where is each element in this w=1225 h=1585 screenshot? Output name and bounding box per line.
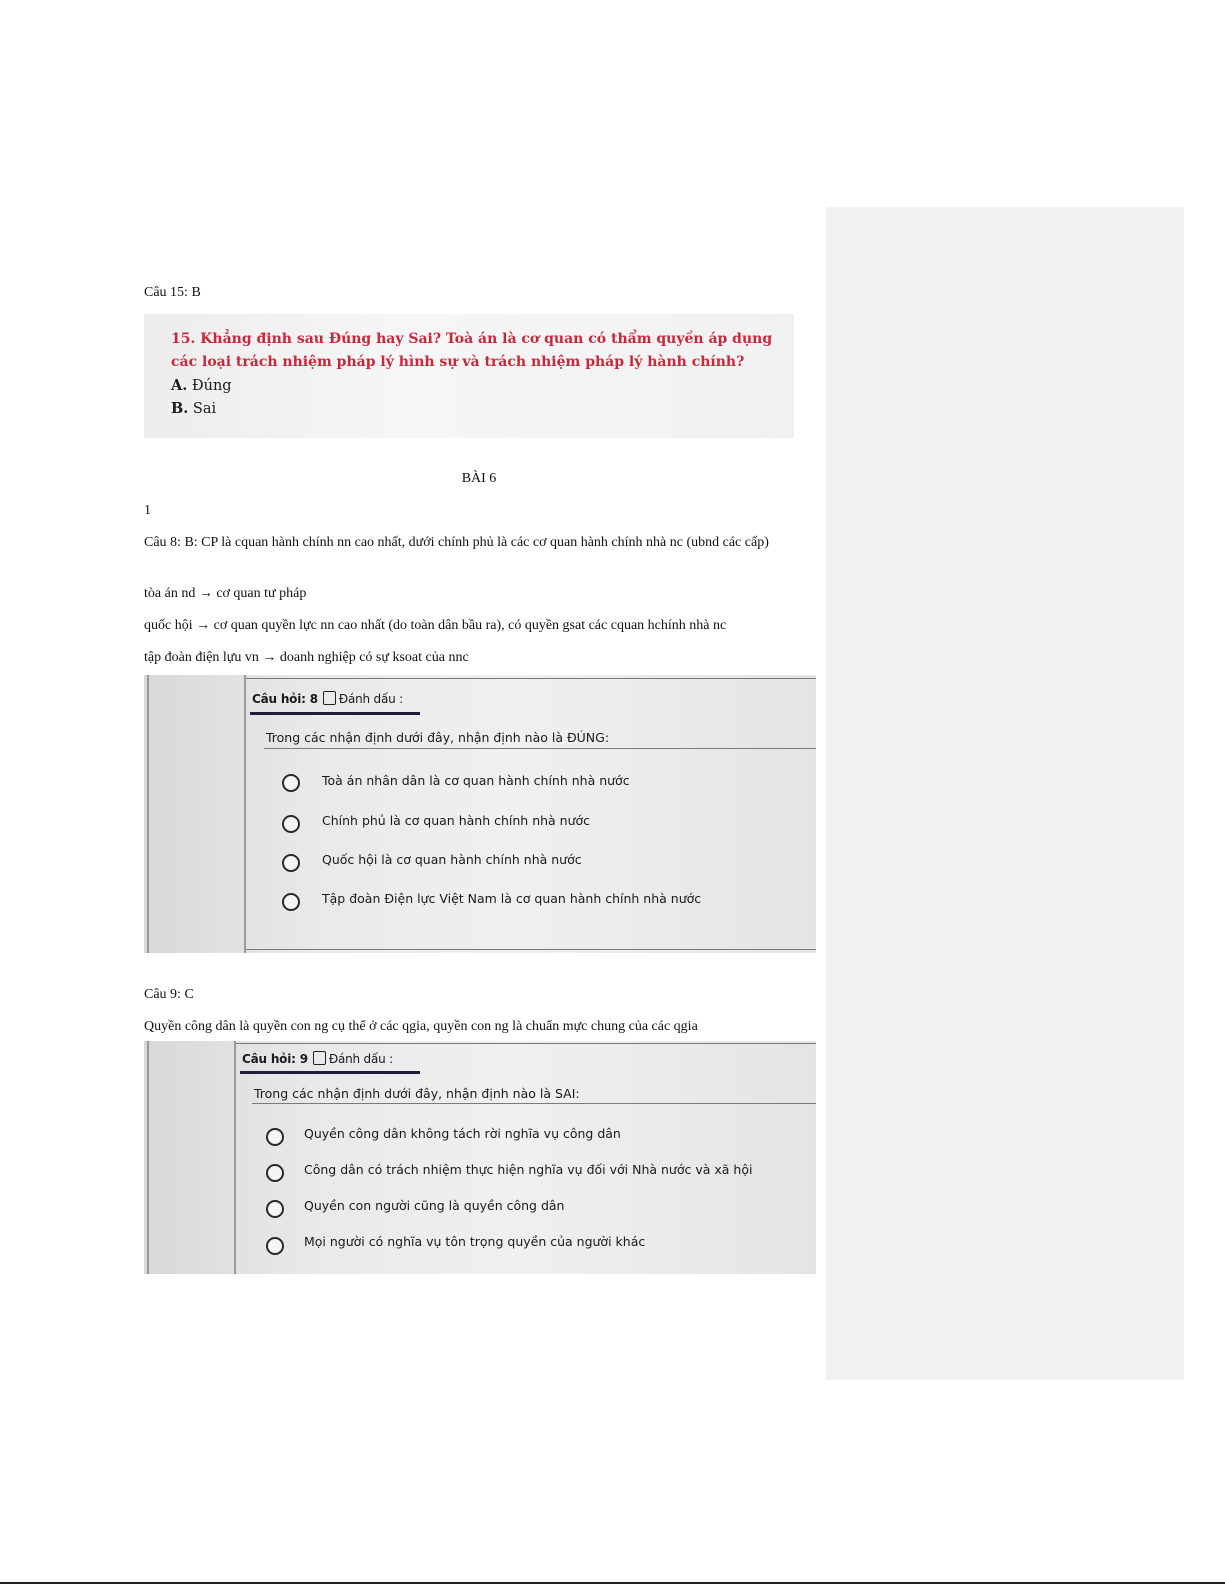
q8-quiz-prompt: Trong các nhận định dưới đây, nhận định nào là ĐÚNG: [266,730,610,745]
q8-option-1-text: Toà án nhân dân là cơ quan hành chính nhà nước [322,773,630,788]
q8-note-1: tòa án nd → cơ quan tư pháp [144,586,307,601]
q8-option-1 [282,772,802,794]
q15-question-image [144,314,794,438]
header-underline [250,712,420,715]
frame-line [147,675,149,953]
q15-option-a-text: Đúng [191,378,232,394]
section-number: 1 [144,503,151,518]
q9-header-label: Câu hỏi: 9 [242,1052,308,1066]
q9-option-4 [266,1234,806,1256]
radio-icon [282,774,300,792]
frame-line [246,678,816,679]
q9-quiz-prompt: Trong các nhận định dưới đây, nhận định nào là SAI: [254,1086,580,1101]
q9-answer-line: Câu 9: C [144,987,194,1002]
q9-option-1-text: Quyền công dân không tách rời nghĩa vụ công dân [304,1126,621,1141]
q9-note: Quyền công dân là quyền con ng cụ thể ở các qgia, quyền con ng là chuẩn mực chung của các qgia [144,1019,698,1034]
radio-icon [266,1237,284,1255]
comment-pane [826,207,1184,1380]
q15-answer-line: Câu 15: B [144,285,201,300]
q8-mark-label: Đánh dấu : [338,692,403,706]
page-bottom-rule [0,1582,1225,1584]
q8-option-2 [282,812,802,834]
q15-option-a-letter: A. [171,377,188,394]
q9-option-4-text: Mọi người có nghĩa vụ tôn trọng quyền của người khác [304,1234,646,1249]
q15-option-a [171,377,232,394]
section-heading: BÀI 6 [461,471,497,486]
q9-quiz-header [242,1051,393,1066]
q15-option-b [171,400,216,417]
q8-option-4 [282,890,802,912]
checkbox-icon [313,1051,326,1065]
frame-line [236,1043,816,1044]
header-underline [240,1071,420,1074]
q15-option-b-letter: B. [171,400,189,417]
q9-option-3 [266,1198,806,1220]
q9-mark-label: Đánh dấu : [328,1052,393,1066]
q8-answer-line: Câu 8: B: CP là cquan hành chính nn cao nhất, dưới chính phủ là các cơ quan hành chính nhà nc (ubnd các cấp) [144,535,769,550]
q9-option-2-text: Công dân có trách nhiệm thực hiện nghĩa vụ đối với Nhà nước và xã hội [304,1162,753,1177]
q8-option-3-text: Quốc hội là cơ quan hành chính nhà nước [322,852,582,867]
q15-option-b-text: Sai [192,401,217,417]
q9-option-1 [266,1126,806,1148]
frame-line [234,1041,236,1274]
q8-header-label: Câu hỏi: 8 [252,692,318,706]
q15-question-title: 15. Khẳng định sau Đúng hay Sai? Toà án là cơ quan có thẩm quyền áp dụng các loại trách nhiệm pháp lý hình sự và trách nhiệm pháp lý hành chính? [171,331,773,370]
frame-line [244,675,246,953]
radio-icon [282,815,300,833]
q8-note-2: quốc hội → cơ quan quyền lực nn cao nhất (do toàn dân bầu ra), có quyền gsat các cquan hchính nhà nc [144,618,727,633]
checkbox-icon [323,691,336,705]
frame-line [246,949,816,950]
radio-icon [266,1200,284,1218]
q9-option-2 [266,1162,806,1184]
radio-icon [282,854,300,872]
q9-quiz-image [144,1041,816,1274]
q8-option-2-text: Chính phủ là cơ quan hành chính nhà nước [322,813,591,828]
frame-line [147,1041,149,1274]
q9-option-3-text: Quyền con người cũng là quyền công dân [304,1198,565,1213]
prompt-underline [264,748,816,749]
q8-option-3 [282,851,802,873]
q8-quiz-header [252,691,403,706]
q8-note-3: tập đoàn điện lựu vn → doanh nghiệp có sự ksoat của nnc [144,650,469,665]
radio-icon [266,1164,284,1182]
q8-quiz-image [144,675,816,953]
radio-icon [282,893,300,911]
radio-icon [266,1128,284,1146]
prompt-underline [252,1103,816,1104]
q8-option-4-text: Tập đoàn Điện lực Việt Nam là cơ quan hành chính nhà nước [322,891,702,906]
